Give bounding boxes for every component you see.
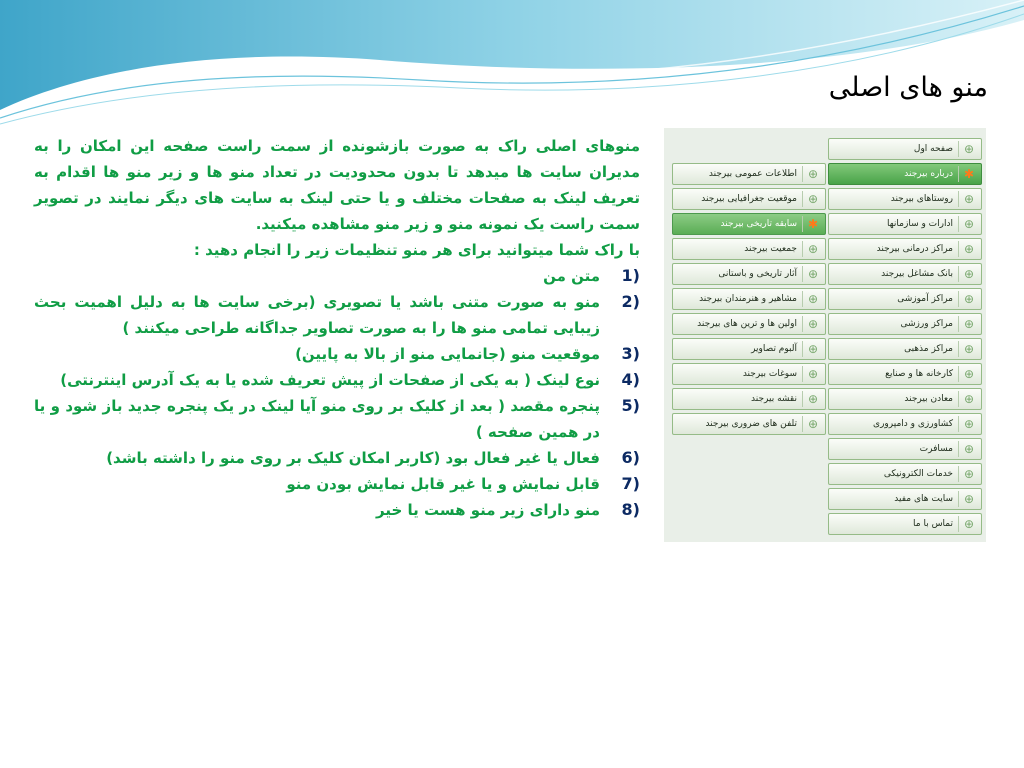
list-text: منو دارای زیر منو هست یا خیر (376, 501, 600, 519)
sub-menu-item[interactable]: ⊕ آلبوم تصاویر (672, 338, 826, 360)
bullet-icon: ⊕ (963, 317, 975, 331)
list-text: موقعیت منو (جانمایی منو از بالا به پایین) (295, 345, 600, 363)
list-number: 5) (621, 396, 640, 415)
list-number: 4) (621, 370, 640, 389)
list-item (34, 445, 640, 471)
bullet-icon: ⊕ (963, 467, 975, 481)
main-menu-item-education[interactable]: ⊕ مراکز آموزشی (828, 288, 982, 310)
sub-menu-item-highlighted[interactable]: ✱ سابقه تاریخی بیرجند (672, 213, 826, 235)
bullet-icon: ⊕ (963, 367, 975, 381)
bullet-icon: ⊕ (963, 242, 975, 256)
main-menu-item-eservices[interactable]: ⊕ خدمات الکترونیکی (828, 463, 982, 485)
bullet-icon: ⊕ (963, 392, 975, 406)
list-text: فعال یا غیر فعال بود (کاربر امکان کلیک بر روی منو را داشته باشد) (106, 449, 600, 467)
bullet-icon: ⊕ (807, 367, 819, 381)
bullet-icon: ⊕ (807, 242, 819, 256)
bullet-icon: ⊕ (963, 292, 975, 306)
bullet-icon: ⊕ (963, 417, 975, 431)
list-number: 6) (621, 448, 640, 467)
main-menu-item-travel[interactable]: ⊕ مسافرت (828, 438, 982, 460)
sub-menu-item[interactable]: ⊕ نقشه بیرجند (672, 388, 826, 410)
list-text: قابل نمایش و یا غیر قابل نمایش بودن منو (286, 475, 600, 493)
main-menu-item-religious[interactable]: ⊕ مراکز مذهبی (828, 338, 982, 360)
sub-menu-item[interactable]: ⊕ اطلاعات عمومی بیرجند (672, 163, 826, 185)
main-menu-item-links[interactable]: ⊕ سایت های مفید (828, 488, 982, 510)
bullet-icon: ⊕ (807, 317, 819, 331)
main-menu-item-agriculture[interactable]: ⊕ کشاورزی و دامپروری (828, 413, 982, 435)
list-item (34, 497, 640, 523)
bullet-icon: ⊕ (963, 192, 975, 206)
list-number: 8) (621, 500, 640, 519)
sub-menu-item[interactable]: ⊕ جمعیت بیرجند (672, 238, 826, 260)
sub-menu-item[interactable]: ⊕ سوغات بیرجند (672, 363, 826, 385)
main-menu-item-medical[interactable]: ⊕ مراکز درمانی بیرجند (828, 238, 982, 260)
bullet-icon: ⊕ (807, 417, 819, 431)
bullet-icon: ⊕ (963, 342, 975, 356)
intro-paragraph: منوهای اصلی راک به صورت بازشونده از سمت راست صفحه این امکان را به مدیران سایت ها میدهد تا بدون محدودیت در تعداد منو ها و زیر منو ها اقدام به تعریف لینک به صفحات مختلف و یا حتی لینک به سایت های دیگر نمایند در تصویر سمت راست یک نمونه منو و زیر منو مشاهده میکنید. (34, 137, 640, 233)
list-text: پنجره مقصد ( بعد از کلیک بر روی منو آیا لینک در یک پنجره جدید باز شود و یا در همین صفحه ) (34, 397, 600, 441)
list-text: منو به صورت متنی باشد یا تصویری (برخی سایت ها به دلیل اهمیت بحث زیبایی تمامی منو ها را به صورت تصاویر جداگانه طراحی میکنند ) (34, 293, 600, 337)
bullet-icon: ⊕ (807, 167, 819, 181)
list-item (34, 289, 640, 341)
main-menu-item-contact[interactable]: ⊕ تماس با ما (828, 513, 982, 535)
list-item (34, 393, 640, 445)
bullet-icon: ✱ (807, 217, 819, 231)
bullet-icon: ⊕ (807, 267, 819, 281)
list-number: 1) (621, 266, 640, 285)
sub-menu-item[interactable]: ⊕ تلفن های ضروری بیرجند (672, 413, 826, 435)
list-number: 3) (621, 344, 640, 363)
main-menu-item-sports[interactable]: ⊕ مراکز ورزشی (828, 313, 982, 335)
sub-menu-item[interactable]: ⊕ آثار تاریخی و باستانی (672, 263, 826, 285)
bullet-icon: ⊕ (963, 142, 975, 156)
list-item (34, 367, 640, 393)
bullet-icon: ⊕ (963, 217, 975, 231)
sub-menu-item[interactable]: ⊕ موقعیت جغرافیایی بیرجند (672, 188, 826, 210)
bullet-icon: ⊕ (963, 492, 975, 506)
bullet-icon: ⊕ (963, 442, 975, 456)
sub-menu-item[interactable]: ⊕ مشاهیر و هنرمندان بیرجند (672, 288, 826, 310)
bullet-icon: ⊕ (807, 292, 819, 306)
list-text: نوع لینک ( به یکی از صفحات از پیش تعریف شده یا به یک آدرس اینترنتی) (60, 371, 600, 389)
list-item (34, 263, 640, 289)
main-menu-item-villages[interactable]: ⊕ روستاهای بیرجند (828, 188, 982, 210)
bullet-icon: ✱ (963, 167, 975, 181)
sub-menu-item[interactable]: ⊕ اولین ها و ترین های بیرجند (672, 313, 826, 335)
bullet-icon: ⊕ (807, 192, 819, 206)
header-wave-decoration (0, 0, 1024, 130)
list-item (34, 341, 640, 367)
main-menu-item-industry[interactable]: ⊕ کارخانه ها و صنایع (828, 363, 982, 385)
bullet-icon: ⊕ (807, 392, 819, 406)
slide-title: منو های اصلی (828, 72, 988, 103)
main-menu-item-home[interactable]: ⊕ صفحه اول (828, 138, 982, 160)
main-menu-item-offices[interactable]: ⊕ ادارات و سازمانها (828, 213, 982, 235)
list-text: متن من (543, 267, 600, 285)
main-menu-item-jobs[interactable]: ⊕ بانک مشاغل بیرجند (828, 263, 982, 285)
bullet-icon: ⊕ (963, 517, 975, 531)
bullet-icon: ⊕ (963, 267, 975, 281)
main-menu-item-mines[interactable]: ⊕ معادن بیرجند (828, 388, 982, 410)
settings-list (34, 263, 640, 523)
body-text (34, 133, 640, 523)
bullet-icon: ⊕ (807, 342, 819, 356)
list-number: 7) (621, 474, 640, 493)
main-menu-item-about[interactable]: ✱ درباره بیرجند (828, 163, 982, 185)
settings-intro: با راک شما میتوانید برای هر منو تنظیمات زیر را انجام دهید : (193, 241, 640, 259)
menu-screenshot-panel (664, 128, 986, 542)
list-number: 2) (621, 292, 640, 311)
list-item (34, 471, 640, 497)
